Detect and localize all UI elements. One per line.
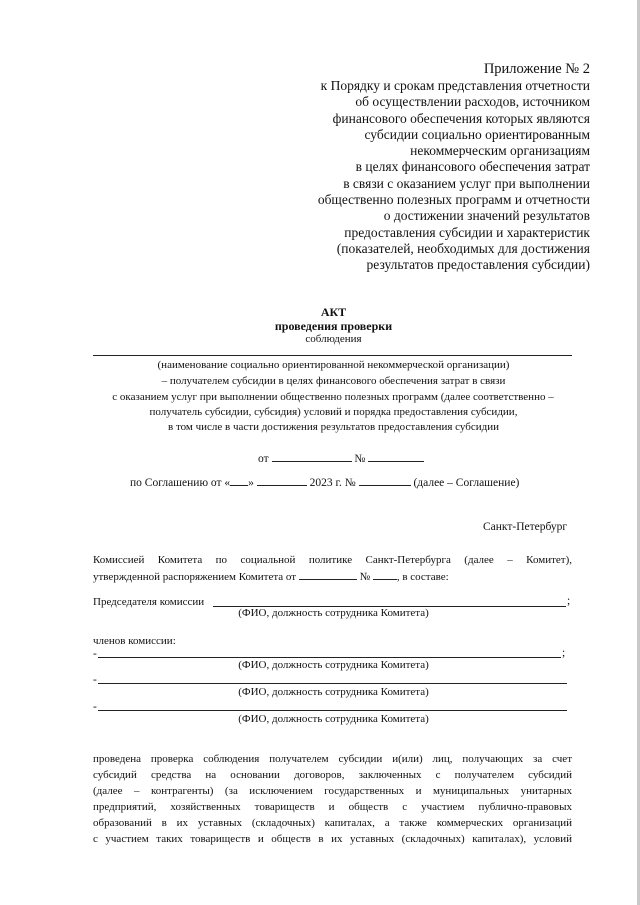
appendix-line: к Порядку и срокам представления отчетности [320, 78, 590, 93]
date-from-label: от [258, 453, 269, 465]
fio-caption: (ФИО, должность сотрудника Комитета) [238, 686, 429, 698]
composition-label: , в составе: [396, 571, 449, 583]
member-field[interactable] [98, 657, 561, 658]
order-date-field[interactable] [299, 568, 357, 580]
members-label: членов комиссии: [93, 635, 176, 647]
org-caption-line: – получателем субсидии в целях финансового обеспечения затрат в связи [161, 375, 506, 387]
agreement-prefix: по Соглашению от « [130, 477, 231, 489]
body-line: с участием таких товариществ и обществ в их уставных (складочных) капиталах), условий [93, 833, 572, 845]
org-caption-line: с оказанием услуг при выполнении общественно полезных программ (далее соответственно – [112, 391, 554, 403]
appendix-line: о достижении значений результатов [383, 208, 590, 224]
appendix-line: субсидии социально ориентированным [364, 126, 590, 142]
fio-caption: (ФИО, должность сотрудника Комитета) [238, 713, 429, 725]
agreement-year: 2023 г. № [309, 477, 356, 489]
body-line: проведена проверка соблюдения получателем субсидии и(или) лиц, получающих за счет [93, 753, 572, 765]
agreement-month-field[interactable] [257, 474, 307, 486]
agreement-day-field[interactable] [230, 474, 248, 486]
number-field[interactable] [368, 450, 424, 462]
act-subtitle-2: соблюдения [305, 333, 362, 345]
body-line: образований в их уставных (складочных) капиталах, а также коммерческих организаций [93, 817, 572, 829]
member-dash: - [93, 648, 97, 660]
appendix-line: в связи с оказанием услуг при выполнении [343, 175, 590, 191]
commission-line-2 [93, 568, 449, 585]
appendix-title: Приложение № 2 [483, 61, 590, 77]
act-subtitle: проведения проверки [274, 319, 393, 333]
fio-caption: (ФИО, должность сотрудника Комитета) [238, 607, 429, 619]
date-line [258, 450, 424, 467]
appendix-header [290, 60, 590, 274]
body-line: субсидий средства на основании договоров, заключенных с получателем субсидий [93, 769, 572, 781]
agreement-quote: » [248, 477, 254, 489]
member-field[interactable] [98, 683, 567, 684]
date-field[interactable] [272, 450, 352, 462]
appendix-line: об осуществлении расходов, источником [355, 94, 590, 110]
appendix-line: в целях финансового обеспечения затрат [355, 159, 590, 175]
agreement-line [130, 474, 519, 491]
org-name-line [93, 355, 572, 356]
chair-label: Председателя комиссии [93, 596, 205, 608]
appendix-line: некоммерческим организациям [410, 143, 590, 159]
agreement-number-field[interactable] [359, 474, 411, 486]
body-line: предприятий, хозяйственных товариществ и обществ с участием публично-правовых [93, 801, 572, 813]
appendix-line: общественно полезных программ и отчетности [317, 192, 590, 208]
fio-caption: (ФИО, должность сотрудника Комитета) [238, 659, 429, 671]
appendix-line: (показателей, необходимых для достижения [336, 240, 590, 256]
body-line: (далее – контрагенты) (за исключением государственных и муниципальных унитарных [93, 785, 572, 797]
chair-semicolon: ; [567, 595, 571, 607]
appendix-line: предоставления субсидии и характеристик [344, 224, 590, 240]
member-dash: - [93, 674, 97, 686]
agreement-suffix: (далее – Соглашение) [413, 477, 520, 489]
org-caption-line: в том числе в части достижения результатов предоставления субсидии [168, 421, 499, 433]
city: Санкт-Петербург [483, 521, 568, 533]
org-caption-line: (наименование социально ориентированной некоммерческой организации) [157, 359, 510, 371]
act-title: АКТ [320, 305, 347, 319]
member-semicolon: ; [562, 647, 566, 659]
order-number-field[interactable] [373, 568, 397, 580]
appendix-line: финансового обеспечения которых являются [332, 110, 590, 126]
member-dash: - [93, 701, 97, 713]
date-number-label: № [354, 453, 366, 465]
order-number-label: № [359, 571, 371, 583]
commission-line-1: Комиссией Комитета по социальной политике Санкт-Петербурга (далее – Комитет), [93, 554, 572, 566]
org-caption-line: получатель субсидии, субсидия) условий и порядка предоставления субсидии, [149, 406, 518, 418]
commission-order-label: утвержденной распоряжением Комитета от [93, 571, 297, 583]
appendix-line: результатов предоставления субсидии) [366, 257, 590, 273]
member-field[interactable] [98, 710, 567, 711]
